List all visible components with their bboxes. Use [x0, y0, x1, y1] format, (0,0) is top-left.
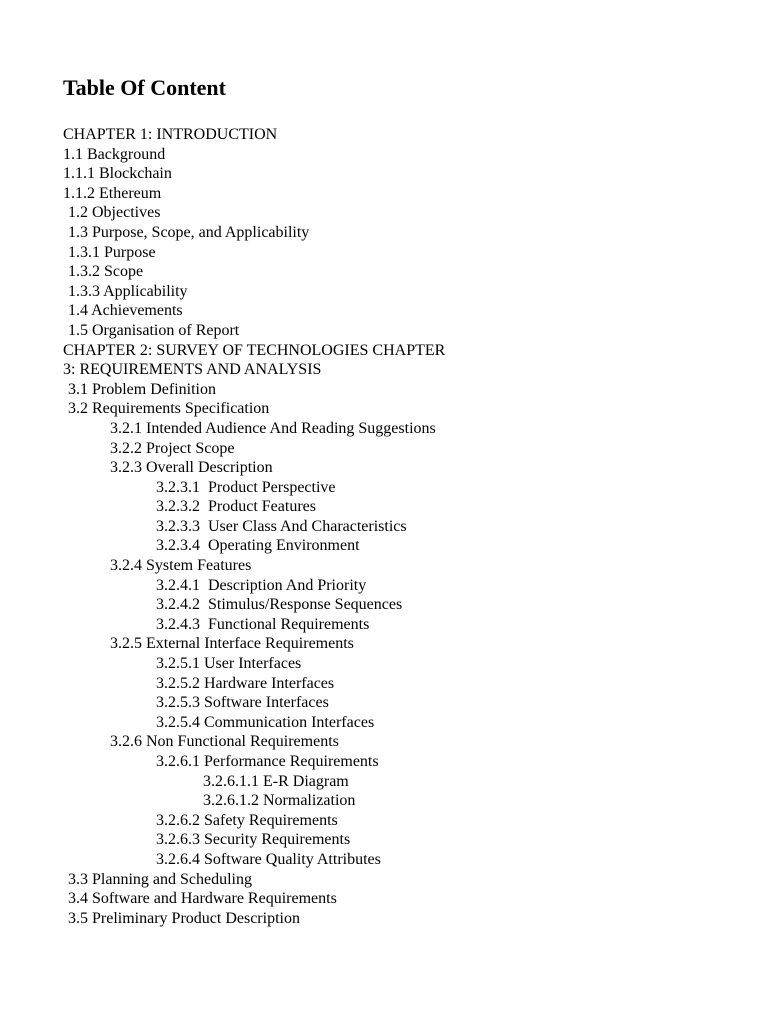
toc-entry-3-2-6: 3.2.6 Non Functional Requirements: [110, 733, 339, 751]
toc-entry-3-2-6-1: 3.2.6.1 Performance Requirements: [156, 753, 379, 770]
toc-entry-1-4: 1.4 Achievements: [68, 302, 183, 320]
toc-entry-3-2-3-2: 3.2.3.2 Product Features: [156, 498, 316, 516]
toc-entry-1-5: 1.5 Organisation of Report: [68, 321, 240, 339]
toc-entry-1-3-3: 1.3.3 Applicability: [68, 282, 188, 300]
toc-entry-3-2-3: 3.2.3 Overall Description: [110, 459, 273, 477]
toc-entry-3-2-5-3: 3.2.5.3 Software Interfaces: [156, 694, 329, 712]
toc-entry-3-2-6-1-1: 3.2.6.1.1 E-R Diagram: [203, 772, 349, 790]
toc-entry-3-2-5: 3.2.5 External Interface Requirements: [110, 635, 354, 653]
toc-entry-3-1: 3.1 Problem Definition: [68, 380, 216, 398]
toc-entry-1-3-1: 1.3.1 Purpose: [68, 243, 156, 261]
toc-entry-3-2-6-4: 3.2.6.4 Software Quality Attributes: [156, 850, 381, 868]
toc-entry-3-2-4-3: 3.2.4.3 Functional Requirements: [156, 615, 370, 633]
toc-entry-3-2-4: 3.2.4 System Features: [110, 557, 252, 575]
toc-entry-3-2-6-2: 3.2.6.2 Safety Requirements: [156, 811, 338, 829]
toc-entry-3-2-4-2: 3.2.4.2 Stimulus/Response Sequences: [156, 596, 403, 614]
toc-entry-3-2-3-4: 3.2.3.4 Operating Environment: [156, 537, 360, 555]
toc-entry-3-2-3-1: 3.2.3.1 Product Perspective: [156, 478, 336, 496]
toc-entry-3-2-6-3: 3.2.6.3 Security Requirements: [156, 831, 351, 849]
toc-entry-1-3: 1.3 Purpose, Scope, and Applicability: [68, 223, 310, 241]
page-title: Table Of Content: [63, 75, 226, 100]
toc-entry-3-2: 3.2 Requirements Specification: [68, 400, 270, 418]
toc-entry-3-4: 3.4 Software and Hardware Requirements: [68, 890, 337, 908]
toc-entry-3-2-4-1: 3.2.4.1 Description And Priority: [156, 576, 367, 594]
toc-entry-3-5: 3.5 Preliminary Product Description: [68, 909, 300, 927]
toc-entry-3-3: 3.3 Planning and Scheduling: [68, 870, 252, 888]
toc-entry-3-2-6-1-2: 3.2.6.1.2 Normalization: [203, 792, 356, 810]
toc-entry-3-2-5-4: 3.2.5.4 Communication Interfaces: [156, 713, 375, 731]
toc-entry-1-1-1: 1.1.1 Blockchain: [63, 165, 172, 183]
toc-entry-chapter-1: CHAPTER 1: INTRODUCTION: [63, 126, 278, 143]
table-of-contents: [63, 125, 445, 928]
toc-entry-1-1-2: 1.1.2 Ethereum: [63, 184, 162, 202]
toc-entry-3-2-1: 3.2.1 Intended Audience And Reading Suggestions: [110, 419, 436, 437]
toc-entry-3-2-2: 3.2.2 Project Scope: [110, 439, 235, 457]
toc-entry-3-2-3-3: 3.2.3.3 User Class And Characteristics: [156, 517, 407, 535]
toc-entry-3-2-5-2: 3.2.5.2 Hardware Interfaces: [156, 674, 335, 692]
toc-entry-1-1: 1.1 Background: [63, 145, 166, 163]
toc-entry-1-2: 1.2 Objectives: [68, 204, 161, 222]
toc-entry-3-2-5-1: 3.2.5.1 User Interfaces: [156, 655, 302, 673]
toc-entry-chapter-2: CHAPTER 2: SURVEY OF TECHNOLOGIES CHAPTER: [63, 341, 446, 359]
toc-entry-chapter-3: 3: REQUIREMENTS AND ANALYSIS: [63, 361, 322, 379]
toc-entry-1-3-2: 1.3.2 Scope: [68, 263, 144, 281]
